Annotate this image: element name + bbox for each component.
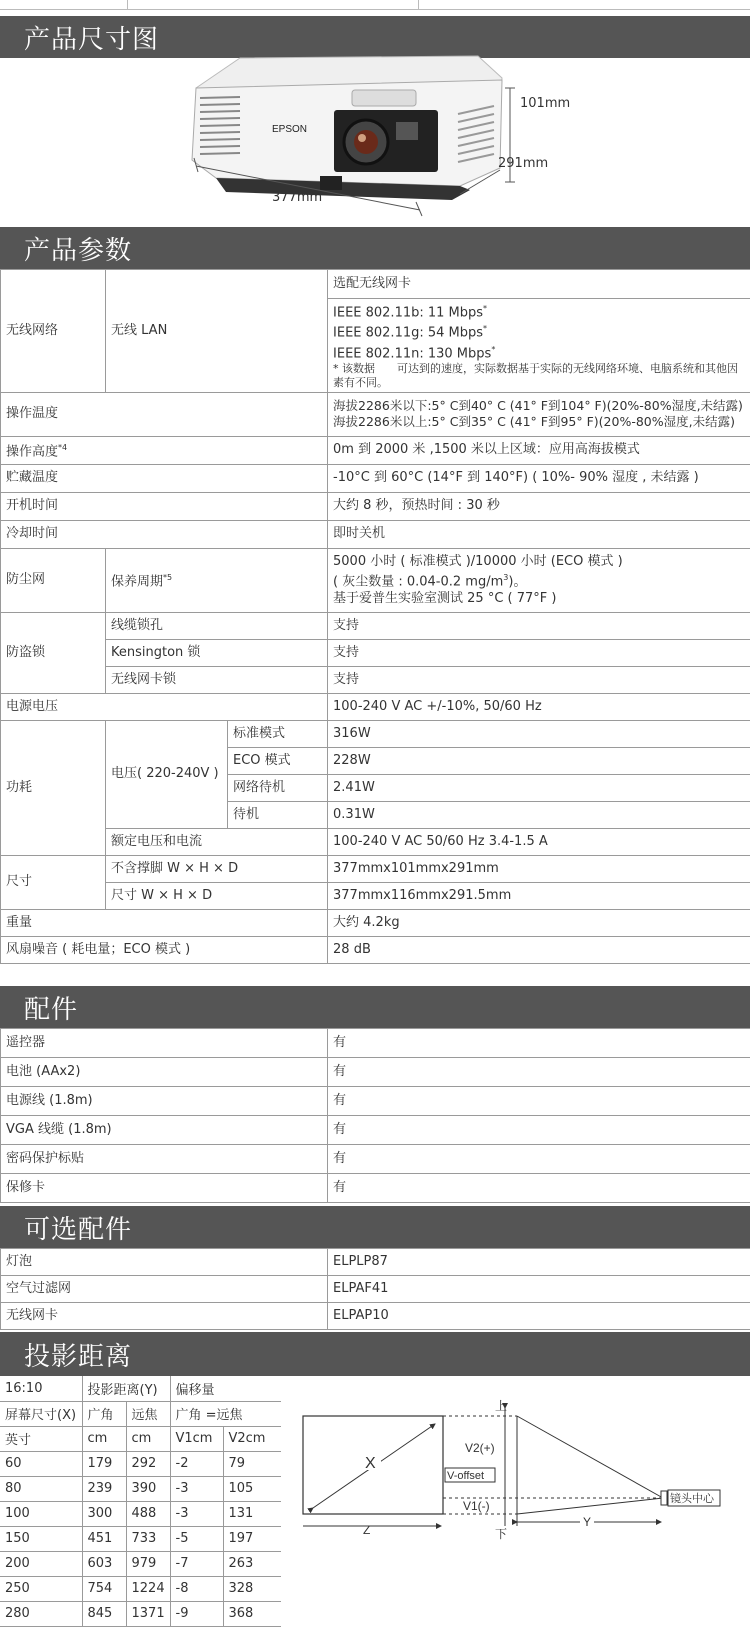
filter-test: 基于爱普生实验室测试 25 °C ( 77°F ) [333,590,557,606]
cell: 280 [0,1601,82,1626]
item-value: 有 [328,1174,750,1203]
section-header-optional [0,1206,750,1248]
row-sublabel: 额定电压和电流 [106,828,328,855]
table-header-row [0,1376,281,1401]
table-row [0,1551,281,1576]
item-name: 密码保护标贴 [1,1145,328,1174]
footnote-mark: *5 [163,573,173,583]
header-cell: cm [82,1426,126,1451]
v1-label: V1(-) [463,1499,490,1513]
lens-center-label: 镜头中心 [670,1493,714,1505]
row-sublabel: 线缆锁孔 [106,612,328,639]
row-sublabel: 电压( 220-240V ) [106,720,228,828]
item-value: ELPAF41 [328,1276,750,1303]
table-row [1,492,750,520]
item-value: 有 [328,1087,750,1116]
item-name: 灯泡 [1,1249,328,1276]
cell: 200 [0,1551,82,1576]
footnote-mark: * [483,304,488,313]
header-cell: 投影距离(Y) [82,1376,170,1401]
cell-value: 选配无线网卡 [328,270,750,299]
table-row [1,270,750,299]
cell: 197 [223,1526,281,1551]
cell-value [328,548,750,612]
cell: -7 [170,1551,223,1576]
cell: 179 [82,1451,126,1476]
cell-value: 大约 8 秒，预热时间 : 30 秒 [328,492,750,520]
cell-value: 377mmx101mmx291mm [328,855,750,882]
table-row [1,666,750,693]
cell: 300 [82,1501,126,1526]
cell: 80 [0,1476,82,1501]
section-title: 产品参数 [24,235,133,266]
cell-value: 316W [328,720,750,747]
depth-dimension: 291mm [498,156,549,171]
cell: -2 [170,1451,223,1476]
cell: 250 [0,1576,82,1601]
item-name: 电池 (AAx2) [1,1058,328,1087]
table-row [0,1601,281,1626]
table-row [1,548,750,612]
mode-label: ECO 模式 [228,747,328,774]
table-row [1,693,750,720]
table-row [1,464,750,492]
table-row [1,882,750,909]
footnote-mark: *4 [58,443,68,453]
cell: 263 [223,1551,281,1576]
dust-text: ( 灰尘数量 : 0.04-0.2 mg/m [333,574,504,590]
table-row [1,612,750,639]
cell: 733 [126,1526,170,1551]
height-dimension: 101mm [520,96,571,111]
row-label: 功耗 [1,720,106,855]
header-cell: 广角 =远焦 [170,1401,281,1426]
cell-value: 支持 [328,666,750,693]
table-row [1,855,750,882]
row-label: 电源电压 [1,693,328,720]
cell: 390 [126,1476,170,1501]
item-value: 有 [328,1145,750,1174]
y-label: Y [583,1515,592,1529]
row-sublabel: 不含撑脚 W × H × D [106,855,328,882]
cell: 845 [82,1601,126,1626]
distance-table [0,1376,281,1627]
cell-value: 大约 4.2kg [328,909,750,936]
top-table-remnant [0,0,750,10]
item-name: 电源线 (1.8m) [1,1087,328,1116]
cell-value [328,299,750,393]
mode-label: 待机 [228,801,328,828]
table-row [0,1451,281,1476]
product-dimension-figure [0,50,750,220]
header-cell: 广角 [82,1401,126,1426]
row-sublabel: 尺寸 W × H × D [106,882,328,909]
header-cell: 偏移量 [170,1376,281,1401]
wlan-n-rate: IEEE 802.11n: 130 Mbps [333,345,492,361]
table-row [1,1174,750,1203]
section-header-accessories [0,986,750,1028]
cell: 1371 [126,1601,170,1626]
cell: 79 [223,1451,281,1476]
cell-value: 28 dB [328,936,750,963]
mode-label: 标准模式 [228,720,328,747]
up-label: 上 [495,1399,508,1413]
row-label: 冷却时间 [1,520,328,548]
cell-value: 377mmx116mmx291.5mm [328,882,750,909]
table-row [1,520,750,548]
table-row [0,1476,281,1501]
header-cell: 16:10 [0,1376,82,1401]
optional-table [0,1248,750,1330]
label-text: 保养周期 [111,574,164,590]
op-temp-low: 海拔2286米以下:5° C到40° C (41° F到104° F)(20%-80%湿度,未结露) [333,398,743,414]
cell: -3 [170,1501,223,1526]
section-header-spec [0,227,750,269]
table-row [0,1526,281,1551]
cell: -3 [170,1476,223,1501]
cell-value: 228W [328,747,750,774]
projection-diagram [295,1398,750,1568]
section-title: 产品尺寸图 [24,24,160,55]
cell: 368 [223,1601,281,1626]
spec-table [0,269,750,964]
brand-label: EPSON [272,124,308,135]
item-name: 保修卡 [1,1174,328,1203]
item-value: 有 [328,1029,750,1058]
cell: -8 [170,1576,223,1601]
cell-value: 0m 到 2000 米 ,1500 米以上区域：应用高海拔模式 [328,436,750,464]
table-row [1,1116,750,1145]
item-name: 空气过滤网 [1,1276,328,1303]
cell: 979 [126,1551,170,1576]
table-row [1,936,750,963]
row-sublabel: Kensington 锁 [106,639,328,666]
row-label: 开机时间 [1,492,328,520]
row-label: 防盗锁 [1,612,106,693]
down-label: 下 [495,1527,508,1541]
cell: 603 [82,1551,126,1576]
table-row [1,828,750,855]
table-row [0,1501,281,1526]
wlan-note: * 该数据 可达到的速度，实际数据基于实际的无线网络环境、电脑系统和其他因素有不同。 [333,361,739,389]
cell-value: 100-240 V AC +/-10%, 50/60 Hz [328,693,750,720]
wlan-g-rate: IEEE 802.11g: 54 Mbps [333,325,484,341]
table-row [1,720,750,747]
item-value: 有 [328,1116,750,1145]
table-row [1,436,750,464]
cell: 150 [0,1526,82,1551]
dust-text-end: )。 [508,574,527,590]
table-row [1,639,750,666]
header-cell: 远焦 [126,1401,170,1426]
filter-cycle: 5000 小时 ( 标准模式 )/10000 小时 (ECO 模式 ) [333,554,623,570]
row-label [1,436,328,464]
table-row [1,1145,750,1174]
label-text: 操作高度 [6,444,59,460]
row-sublabel [106,548,328,612]
cell: 60 [0,1451,82,1476]
table-row [1,392,750,436]
item-name: VGA 线缆 (1.8m) [1,1116,328,1145]
width-dimension: 377mm [272,190,323,205]
cell: 328 [223,1576,281,1601]
header-cell: V1cm [170,1426,223,1451]
footnote-mark: * [483,324,488,334]
cell: 292 [126,1451,170,1476]
superscript: 3 [503,573,509,583]
section-title: 投影距离 [24,1341,133,1372]
table-row [1,909,750,936]
table-header-row [0,1401,281,1426]
row-label: 无线网络 [1,270,106,393]
row-sublabel: 无线 LAN [106,270,328,393]
cell: 100 [0,1501,82,1526]
cell: 1224 [126,1576,170,1601]
cell: 754 [82,1576,126,1601]
table-row [1,1029,750,1058]
projector-illustration [0,50,750,220]
item-name: 遥控器 [1,1029,328,1058]
cell: 131 [223,1501,281,1526]
section-title: 可选配件 [24,1214,133,1245]
header-cell: 屏幕尺寸(X) [0,1401,82,1426]
row-label: 重量 [1,909,328,936]
cell-value: -10°C 到 60°C (14°F 到 140°F) ( 10%- 90% 湿度 , 未结露 ) [328,464,750,492]
filter-dust [333,570,745,590]
table-row [1,1058,750,1087]
v2-label: V2(+) [465,1441,495,1455]
row-label: 尺寸 [1,855,106,909]
row-label: 风扇噪音 ( 耗电量；ECO 模式 ) [1,936,328,963]
cell-value: 即时关机 [328,520,750,548]
cell-value: 支持 [328,612,750,639]
projection-diagram-svg [295,1398,750,1568]
table-header-row [0,1426,281,1451]
row-sublabel: 无线网卡锁 [106,666,328,693]
item-value: ELPAP10 [328,1303,750,1330]
table-row [1,1087,750,1116]
section-title: 配件 [24,994,79,1025]
voffset-label: V-offset [447,1470,485,1482]
op-temp-high: 海拔2286米以上:5° C到35° C (41° F到95° F)(20%-80%湿度,未结露) [333,414,735,430]
accessories-table [0,1028,750,1203]
row-label: 操作温度 [1,392,328,436]
cell: -9 [170,1601,223,1626]
row-label: 贮藏温度 [1,464,328,492]
cell: 488 [126,1501,170,1526]
cell-value [328,392,750,436]
cell-value: 0.31W [328,801,750,828]
row-label: 防尘网 [1,548,106,612]
header-cell: V2cm [223,1426,281,1451]
table-row [1,1276,750,1303]
wlan-b-rate: IEEE 802.11b: 11 Mbps [333,305,484,321]
item-value: ELPLP87 [328,1249,750,1276]
cell: 105 [223,1476,281,1501]
cell: -5 [170,1526,223,1551]
table-row [1,1249,750,1276]
item-name: 无线网卡 [1,1303,328,1330]
cell: 451 [82,1526,126,1551]
header-cell: cm [126,1426,170,1451]
table-row [0,1576,281,1601]
x-label: X [365,1455,376,1472]
cell: 239 [82,1476,126,1501]
cell-value: 100-240 V AC 50/60 Hz 3.4-1.5 A [328,828,750,855]
section-header-distance [0,1332,750,1376]
cell-value: 2.41W [328,774,750,801]
table-row [1,1303,750,1330]
footnote-mark: * [491,344,496,354]
z-label: Z [363,1523,371,1537]
header-cell: 英寸 [0,1426,82,1451]
mode-label: 网络待机 [228,774,328,801]
item-value: 有 [328,1058,750,1087]
cell-value: 支持 [328,639,750,666]
